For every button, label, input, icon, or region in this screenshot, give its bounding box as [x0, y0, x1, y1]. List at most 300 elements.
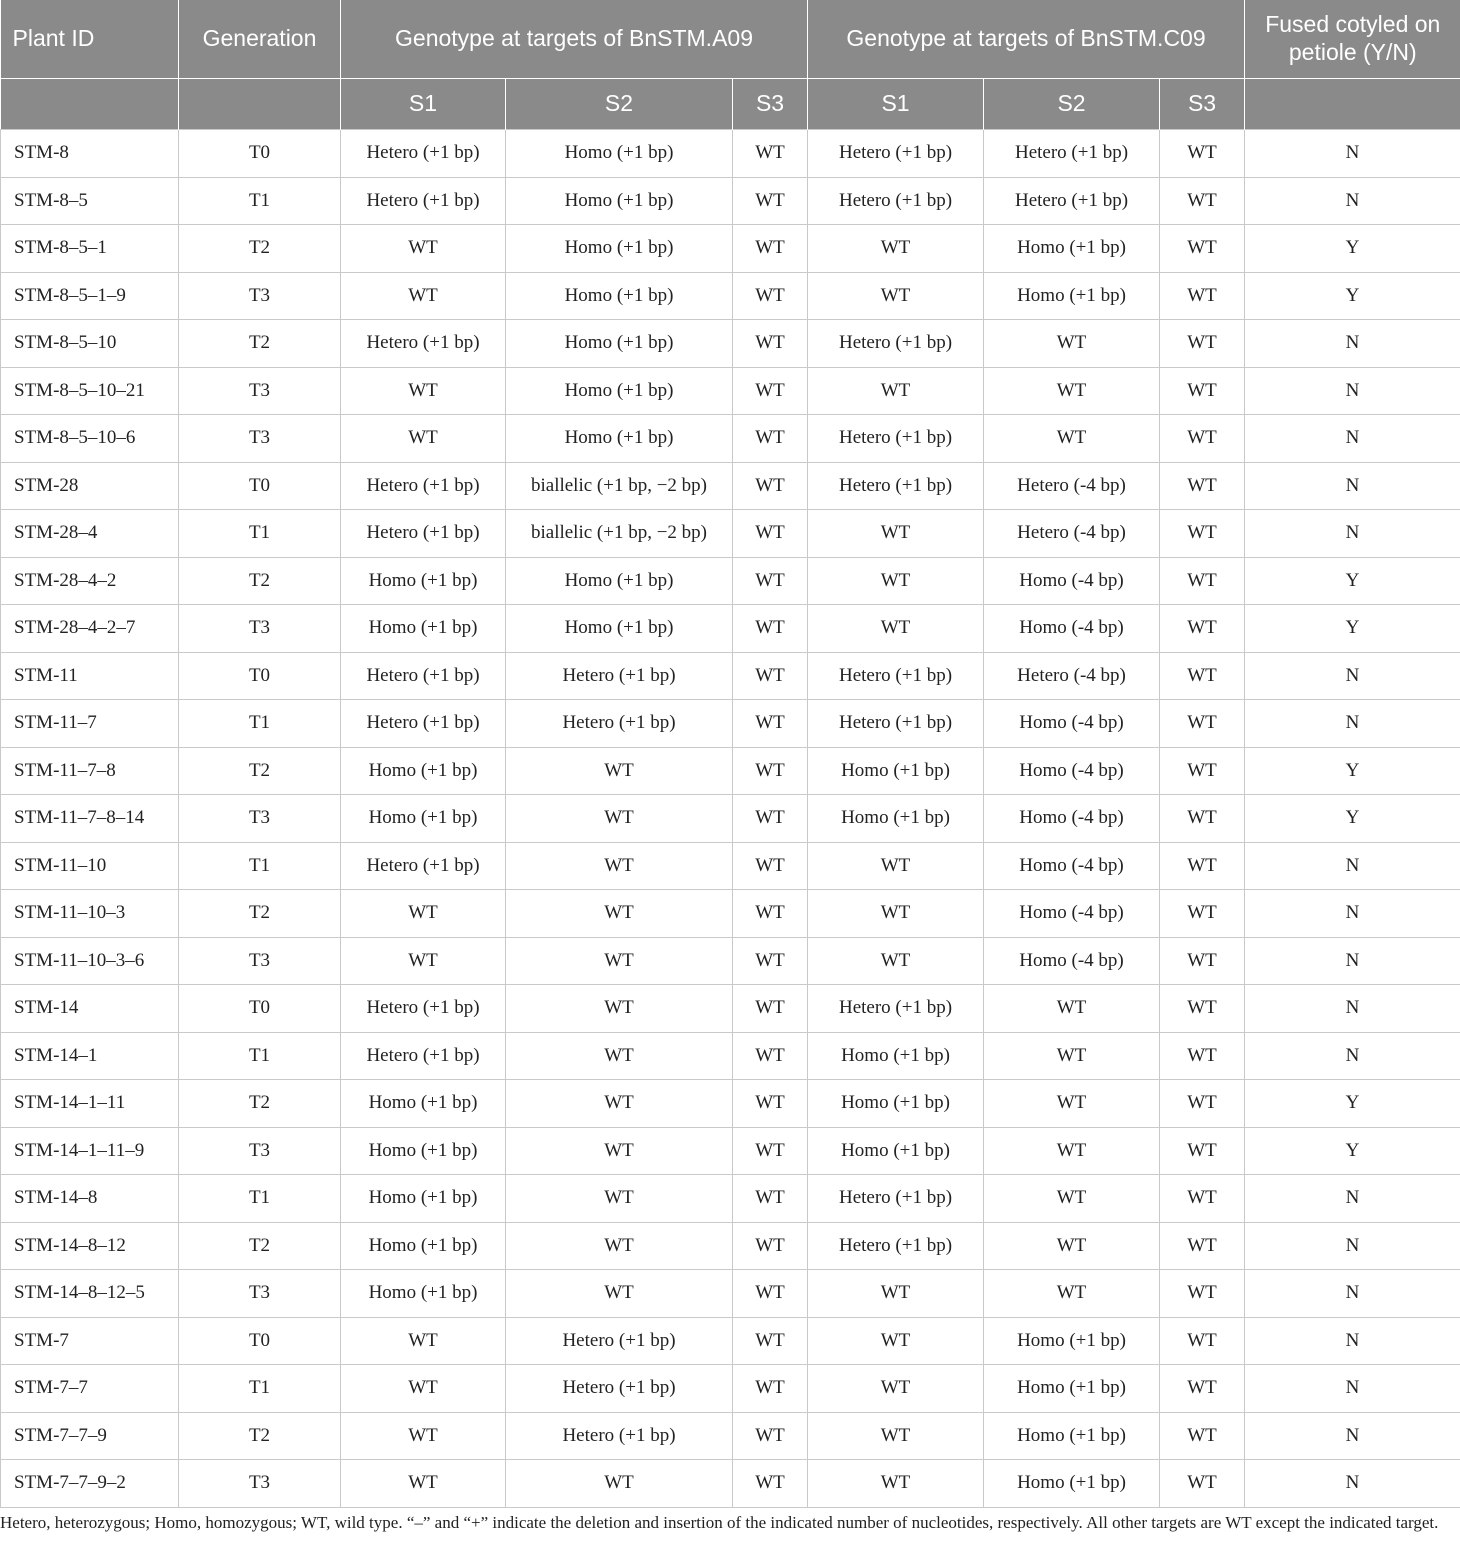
table-row	[1, 1412, 1460, 1460]
cell-plant-id: STM-8–5–10	[1, 320, 179, 368]
cell-fused: Y	[1245, 225, 1460, 273]
cell-plant-id: STM-14	[1, 985, 179, 1033]
cell-c09-s2: Homo (+1 bp)	[984, 1412, 1160, 1460]
cell-plant-id: STM-8–5–10–21	[1, 367, 179, 415]
cell-c09-s1: WT	[808, 557, 984, 605]
cell-c09-s2: Hetero (-4 bp)	[984, 652, 1160, 700]
table-row	[1, 1127, 1460, 1175]
cell-c09-s1: Hetero (+1 bp)	[808, 462, 984, 510]
cell-a09-s1: WT	[341, 367, 506, 415]
cell-generation: T1	[179, 177, 341, 225]
table-row	[1, 177, 1460, 225]
cell-c09-s3: WT	[1160, 1032, 1245, 1080]
cell-a09-s1: Hetero (+1 bp)	[341, 1032, 506, 1080]
header-c09-s2: S2	[984, 79, 1160, 130]
table-row	[1, 225, 1460, 273]
cell-plant-id: STM-11–7–8	[1, 747, 179, 795]
cell-c09-s1: Homo (+1 bp)	[808, 795, 984, 843]
cell-c09-s1: Hetero (+1 bp)	[808, 700, 984, 748]
cell-fused: Y	[1245, 795, 1460, 843]
cell-a09-s2: WT	[506, 842, 733, 890]
cell-fused: N	[1245, 985, 1460, 1033]
table-row	[1, 700, 1460, 748]
cell-a09-s1: Homo (+1 bp)	[341, 795, 506, 843]
cell-a09-s3: WT	[733, 605, 808, 653]
cell-a09-s1: WT	[341, 1317, 506, 1365]
cell-generation: T1	[179, 1175, 341, 1223]
cell-c09-s3: WT	[1160, 1175, 1245, 1223]
cell-c09-s2: Homo (+1 bp)	[984, 225, 1160, 273]
cell-a09-s1: WT	[341, 937, 506, 985]
cell-a09-s1: Hetero (+1 bp)	[341, 700, 506, 748]
cell-c09-s3: WT	[1160, 1412, 1245, 1460]
cell-a09-s3: WT	[733, 272, 808, 320]
cell-a09-s2: WT	[506, 937, 733, 985]
cell-fused: N	[1245, 1032, 1460, 1080]
cell-c09-s2: WT	[984, 367, 1160, 415]
cell-c09-s1: WT	[808, 272, 984, 320]
table-row	[1, 605, 1460, 653]
table-header	[1, 0, 1460, 130]
cell-a09-s3: WT	[733, 367, 808, 415]
cell-plant-id: STM-7	[1, 1317, 179, 1365]
cell-generation: T1	[179, 1032, 341, 1080]
cell-a09-s2: Hetero (+1 bp)	[506, 700, 733, 748]
cell-a09-s1: WT	[341, 225, 506, 273]
cell-a09-s3: WT	[733, 842, 808, 890]
cell-plant-id: STM-8–5–1	[1, 225, 179, 273]
cell-fused: N	[1245, 1412, 1460, 1460]
cell-fused: N	[1245, 415, 1460, 463]
cell-c09-s3: WT	[1160, 462, 1245, 510]
cell-a09-s3: WT	[733, 415, 808, 463]
table-row	[1, 795, 1460, 843]
cell-c09-s1: WT	[808, 225, 984, 273]
cell-plant-id: STM-7–7	[1, 1365, 179, 1413]
cell-a09-s2: Hetero (+1 bp)	[506, 1317, 733, 1365]
cell-c09-s2: Homo (-4 bp)	[984, 937, 1160, 985]
cell-fused: N	[1245, 462, 1460, 510]
cell-c09-s2: WT	[984, 1175, 1160, 1223]
cell-a09-s2: Homo (+1 bp)	[506, 177, 733, 225]
cell-c09-s2: Homo (+1 bp)	[984, 1317, 1160, 1365]
table-row	[1, 130, 1460, 178]
cell-a09-s1: Hetero (+1 bp)	[341, 462, 506, 510]
table-row	[1, 510, 1460, 558]
header-c09-group: Genotype at targets of BnSTM.C09	[808, 0, 1245, 79]
cell-c09-s3: WT	[1160, 652, 1245, 700]
cell-a09-s3: WT	[733, 1365, 808, 1413]
cell-generation: T0	[179, 462, 341, 510]
cell-a09-s1: WT	[341, 1460, 506, 1508]
table-row	[1, 320, 1460, 368]
cell-a09-s2: WT	[506, 795, 733, 843]
cell-a09-s2: WT	[506, 1127, 733, 1175]
cell-plant-id: STM-11–10–3–6	[1, 937, 179, 985]
cell-c09-s1: WT	[808, 890, 984, 938]
cell-generation: T2	[179, 1412, 341, 1460]
cell-c09-s1: Homo (+1 bp)	[808, 1080, 984, 1128]
cell-a09-s2: Homo (+1 bp)	[506, 320, 733, 368]
cell-generation: T1	[179, 842, 341, 890]
table-row	[1, 1175, 1460, 1223]
cell-c09-s1: Hetero (+1 bp)	[808, 985, 984, 1033]
cell-generation: T0	[179, 652, 341, 700]
cell-fused: Y	[1245, 272, 1460, 320]
cell-a09-s3: WT	[733, 700, 808, 748]
cell-c09-s2: WT	[984, 320, 1160, 368]
cell-c09-s2: WT	[984, 985, 1160, 1033]
cell-a09-s3: WT	[733, 652, 808, 700]
cell-a09-s2: WT	[506, 1175, 733, 1223]
cell-c09-s3: WT	[1160, 1270, 1245, 1318]
cell-c09-s2: Homo (+1 bp)	[984, 272, 1160, 320]
cell-a09-s2: Homo (+1 bp)	[506, 272, 733, 320]
cell-c09-s1: Homo (+1 bp)	[808, 1032, 984, 1080]
cell-c09-s2: Homo (-4 bp)	[984, 557, 1160, 605]
cell-c09-s2: WT	[984, 1222, 1160, 1270]
header-blank-plant-id	[1, 79, 179, 130]
cell-a09-s3: WT	[733, 1317, 808, 1365]
cell-generation: T3	[179, 1460, 341, 1508]
table-row	[1, 462, 1460, 510]
cell-generation: T3	[179, 1127, 341, 1175]
cell-c09-s3: WT	[1160, 1460, 1245, 1508]
table-row	[1, 1317, 1460, 1365]
cell-a09-s1: Homo (+1 bp)	[341, 557, 506, 605]
cell-a09-s2: WT	[506, 747, 733, 795]
header-row-sub	[1, 79, 1460, 130]
header-c09-s1: S1	[808, 79, 984, 130]
cell-plant-id: STM-11–10	[1, 842, 179, 890]
cell-a09-s3: WT	[733, 1175, 808, 1223]
cell-a09-s3: WT	[733, 1222, 808, 1270]
cell-fused: N	[1245, 937, 1460, 985]
cell-a09-s3: WT	[733, 320, 808, 368]
cell-a09-s1: Hetero (+1 bp)	[341, 510, 506, 558]
cell-c09-s3: WT	[1160, 415, 1245, 463]
cell-c09-s3: WT	[1160, 842, 1245, 890]
cell-c09-s2: Homo (-4 bp)	[984, 747, 1160, 795]
header-a09-s1: S1	[341, 79, 506, 130]
header-plant-id: Plant ID	[1, 0, 179, 79]
cell-c09-s1: WT	[808, 1412, 984, 1460]
table-row	[1, 652, 1460, 700]
cell-c09-s2: WT	[984, 1080, 1160, 1128]
cell-a09-s1: Homo (+1 bp)	[341, 1222, 506, 1270]
cell-c09-s3: WT	[1160, 177, 1245, 225]
cell-a09-s2: biallelic (+1 bp, −2 bp)	[506, 462, 733, 510]
cell-c09-s1: WT	[808, 937, 984, 985]
cell-a09-s1: Homo (+1 bp)	[341, 747, 506, 795]
header-generation: Generation	[179, 0, 341, 79]
cell-a09-s1: WT	[341, 1365, 506, 1413]
cell-a09-s3: WT	[733, 937, 808, 985]
table-row	[1, 415, 1460, 463]
cell-fused: N	[1245, 177, 1460, 225]
cell-fused: N	[1245, 1270, 1460, 1318]
table-row	[1, 1270, 1460, 1318]
cell-c09-s1: Homo (+1 bp)	[808, 747, 984, 795]
cell-fused: N	[1245, 1317, 1460, 1365]
cell-c09-s2: Hetero (-4 bp)	[984, 510, 1160, 558]
cell-generation: T3	[179, 367, 341, 415]
cell-c09-s2: Homo (-4 bp)	[984, 795, 1160, 843]
cell-a09-s2: WT	[506, 1460, 733, 1508]
cell-c09-s3: WT	[1160, 510, 1245, 558]
cell-fused: N	[1245, 1365, 1460, 1413]
cell-a09-s2: Homo (+1 bp)	[506, 130, 733, 178]
cell-a09-s1: Hetero (+1 bp)	[341, 177, 506, 225]
cell-a09-s2: WT	[506, 1222, 733, 1270]
cell-generation: T0	[179, 1317, 341, 1365]
cell-generation: T2	[179, 890, 341, 938]
cell-c09-s1: Hetero (+1 bp)	[808, 130, 984, 178]
cell-plant-id: STM-7–7–9	[1, 1412, 179, 1460]
cell-a09-s3: WT	[733, 462, 808, 510]
cell-a09-s2: Homo (+1 bp)	[506, 367, 733, 415]
cell-fused: N	[1245, 890, 1460, 938]
cell-a09-s1: WT	[341, 272, 506, 320]
cell-c09-s2: Homo (+1 bp)	[984, 1460, 1160, 1508]
cell-fused: N	[1245, 1175, 1460, 1223]
header-a09-s3: S3	[733, 79, 808, 130]
cell-c09-s2: Hetero (-4 bp)	[984, 462, 1160, 510]
cell-fused: N	[1245, 510, 1460, 558]
cell-a09-s3: WT	[733, 1460, 808, 1508]
cell-fused: N	[1245, 652, 1460, 700]
cell-c09-s1: Hetero (+1 bp)	[808, 320, 984, 368]
cell-a09-s3: WT	[733, 795, 808, 843]
cell-c09-s1: WT	[808, 510, 984, 558]
cell-c09-s2: WT	[984, 1127, 1160, 1175]
cell-a09-s2: WT	[506, 985, 733, 1033]
cell-a09-s3: WT	[733, 1127, 808, 1175]
cell-c09-s1: Hetero (+1 bp)	[808, 1222, 984, 1270]
cell-a09-s1: Homo (+1 bp)	[341, 1175, 506, 1223]
cell-a09-s1: WT	[341, 415, 506, 463]
cell-c09-s2: Homo (+1 bp)	[984, 1365, 1160, 1413]
cell-a09-s2: WT	[506, 1270, 733, 1318]
cell-fused: N	[1245, 842, 1460, 890]
cell-a09-s3: WT	[733, 130, 808, 178]
cell-c09-s1: WT	[808, 1270, 984, 1318]
cell-plant-id: STM-11–10–3	[1, 890, 179, 938]
cell-generation: T0	[179, 130, 341, 178]
cell-plant-id: STM-28–4–2–7	[1, 605, 179, 653]
header-a09-group: Genotype at targets of BnSTM.A09	[341, 0, 808, 79]
cell-a09-s1: Hetero (+1 bp)	[341, 985, 506, 1033]
cell-a09-s2: Homo (+1 bp)	[506, 415, 733, 463]
cell-plant-id: STM-14–1–11	[1, 1080, 179, 1128]
cell-generation: T1	[179, 510, 341, 558]
cell-plant-id: STM-14–1–11–9	[1, 1127, 179, 1175]
cell-a09-s1: Homo (+1 bp)	[341, 605, 506, 653]
cell-generation: T3	[179, 1270, 341, 1318]
cell-plant-id: STM-28–4–2	[1, 557, 179, 605]
cell-plant-id: STM-8–5–10–6	[1, 415, 179, 463]
cell-a09-s2: Homo (+1 bp)	[506, 557, 733, 605]
cell-a09-s3: WT	[733, 1080, 808, 1128]
cell-plant-id: STM-14–1	[1, 1032, 179, 1080]
cell-c09-s2: WT	[984, 1270, 1160, 1318]
cell-plant-id: STM-14–8–12	[1, 1222, 179, 1270]
cell-fused: Y	[1245, 557, 1460, 605]
cell-a09-s1: WT	[341, 890, 506, 938]
cell-a09-s1: Hetero (+1 bp)	[341, 842, 506, 890]
cell-c09-s3: WT	[1160, 937, 1245, 985]
cell-c09-s3: WT	[1160, 700, 1245, 748]
cell-fused: N	[1245, 320, 1460, 368]
cell-a09-s2: WT	[506, 1080, 733, 1128]
cell-a09-s1: Hetero (+1 bp)	[341, 130, 506, 178]
cell-c09-s3: WT	[1160, 272, 1245, 320]
header-a09-s2: S2	[506, 79, 733, 130]
cell-c09-s3: WT	[1160, 985, 1245, 1033]
cell-generation: T3	[179, 272, 341, 320]
cell-fused: N	[1245, 1460, 1460, 1508]
cell-c09-s3: WT	[1160, 130, 1245, 178]
table-row	[1, 747, 1460, 795]
cell-c09-s1: WT	[808, 1365, 984, 1413]
cell-fused: N	[1245, 130, 1460, 178]
cell-generation: T2	[179, 1222, 341, 1270]
table-row	[1, 842, 1460, 890]
cell-plant-id: STM-8–5	[1, 177, 179, 225]
cell-c09-s1: Homo (+1 bp)	[808, 1127, 984, 1175]
cell-a09-s2: WT	[506, 890, 733, 938]
cell-fused: Y	[1245, 1127, 1460, 1175]
cell-a09-s2: Hetero (+1 bp)	[506, 1365, 733, 1413]
cell-generation: T0	[179, 985, 341, 1033]
cell-fused: N	[1245, 1222, 1460, 1270]
cell-c09-s3: WT	[1160, 1080, 1245, 1128]
cell-c09-s3: WT	[1160, 1365, 1245, 1413]
cell-a09-s3: WT	[733, 890, 808, 938]
cell-plant-id: STM-11–7–8–14	[1, 795, 179, 843]
cell-a09-s3: WT	[733, 1270, 808, 1318]
cell-c09-s3: WT	[1160, 1127, 1245, 1175]
table-row	[1, 1222, 1460, 1270]
cell-plant-id: STM-8	[1, 130, 179, 178]
cell-c09-s1: WT	[808, 842, 984, 890]
cell-generation: T3	[179, 605, 341, 653]
cell-a09-s3: WT	[733, 747, 808, 795]
cell-plant-id: STM-7–7–9–2	[1, 1460, 179, 1508]
cell-a09-s1: Homo (+1 bp)	[341, 1080, 506, 1128]
cell-c09-s2: Hetero (+1 bp)	[984, 130, 1160, 178]
cell-c09-s1: WT	[808, 605, 984, 653]
cell-a09-s3: WT	[733, 1412, 808, 1460]
cell-a09-s1: Homo (+1 bp)	[341, 1270, 506, 1318]
cell-a09-s3: WT	[733, 1032, 808, 1080]
cell-a09-s2: Hetero (+1 bp)	[506, 1412, 733, 1460]
cell-c09-s1: Hetero (+1 bp)	[808, 1175, 984, 1223]
cell-c09-s2: Hetero (+1 bp)	[984, 177, 1160, 225]
cell-c09-s1: Hetero (+1 bp)	[808, 177, 984, 225]
cell-c09-s3: WT	[1160, 225, 1245, 273]
table-row	[1, 1365, 1460, 1413]
header-fused-cotyledon: Fused cotyled on petiole (Y/N)	[1245, 0, 1460, 79]
cell-generation: T2	[179, 225, 341, 273]
cell-a09-s2: Homo (+1 bp)	[506, 605, 733, 653]
header-c09-s3: S3	[1160, 79, 1245, 130]
cell-generation: T3	[179, 937, 341, 985]
table-row	[1, 367, 1460, 415]
cell-c09-s1: WT	[808, 1317, 984, 1365]
cell-c09-s2: Homo (-4 bp)	[984, 700, 1160, 748]
cell-c09-s2: Homo (-4 bp)	[984, 890, 1160, 938]
header-blank-fused	[1245, 79, 1460, 130]
cell-a09-s1: Hetero (+1 bp)	[341, 320, 506, 368]
cell-fused: Y	[1245, 747, 1460, 795]
cell-c09-s2: Homo (-4 bp)	[984, 605, 1160, 653]
cell-a09-s3: WT	[733, 985, 808, 1033]
cell-a09-s1: Hetero (+1 bp)	[341, 652, 506, 700]
cell-generation: T3	[179, 795, 341, 843]
cell-plant-id: STM-11–7	[1, 700, 179, 748]
cell-fused: Y	[1245, 1080, 1460, 1128]
cell-generation: T2	[179, 747, 341, 795]
table-row	[1, 1032, 1460, 1080]
header-row-main	[1, 0, 1460, 79]
cell-c09-s3: WT	[1160, 320, 1245, 368]
cell-a09-s3: WT	[733, 177, 808, 225]
cell-a09-s2: biallelic (+1 bp, −2 bp)	[506, 510, 733, 558]
cell-c09-s3: WT	[1160, 747, 1245, 795]
cell-c09-s3: WT	[1160, 795, 1245, 843]
cell-generation: T3	[179, 415, 341, 463]
cell-c09-s3: WT	[1160, 557, 1245, 605]
table-row	[1, 1080, 1460, 1128]
cell-c09-s2: Homo (-4 bp)	[984, 842, 1160, 890]
cell-plant-id: STM-28–4	[1, 510, 179, 558]
cell-c09-s1: WT	[808, 1460, 984, 1508]
cell-c09-s3: WT	[1160, 367, 1245, 415]
table-body	[1, 130, 1460, 1508]
cell-generation: T2	[179, 1080, 341, 1128]
table-row	[1, 890, 1460, 938]
table-row	[1, 557, 1460, 605]
cell-plant-id: STM-8–5–1–9	[1, 272, 179, 320]
cell-generation: T2	[179, 320, 341, 368]
table-row	[1, 937, 1460, 985]
cell-fused: N	[1245, 700, 1460, 748]
cell-generation: T2	[179, 557, 341, 605]
cell-plant-id: STM-14–8–12–5	[1, 1270, 179, 1318]
table-footnote: Hetero, heterozygous; Homo, homozygous; WT, wild type. “–” and “+” indicate the deletion and insertion of the indicated number of nucleotides, respectively. All other targets are WT except the indicated target.	[0, 1513, 1439, 1532]
cell-a09-s1: Homo (+1 bp)	[341, 1127, 506, 1175]
cell-fused: Y	[1245, 605, 1460, 653]
cell-c09-s2: WT	[984, 415, 1160, 463]
table-row	[1, 985, 1460, 1033]
cell-a09-s2: WT	[506, 1032, 733, 1080]
cell-a09-s1: WT	[341, 1412, 506, 1460]
cell-c09-s2: WT	[984, 1032, 1160, 1080]
cell-a09-s2: Hetero (+1 bp)	[506, 652, 733, 700]
cell-c09-s3: WT	[1160, 1222, 1245, 1270]
table-row	[1, 1460, 1460, 1508]
cell-a09-s3: WT	[733, 557, 808, 605]
cell-c09-s1: Hetero (+1 bp)	[808, 415, 984, 463]
cell-fused: N	[1245, 367, 1460, 415]
cell-a09-s2: Homo (+1 bp)	[506, 225, 733, 273]
header-blank-generation	[179, 79, 341, 130]
cell-generation: T1	[179, 700, 341, 748]
cell-c09-s3: WT	[1160, 1317, 1245, 1365]
cell-plant-id: STM-14–8	[1, 1175, 179, 1223]
cell-generation: T1	[179, 1365, 341, 1413]
